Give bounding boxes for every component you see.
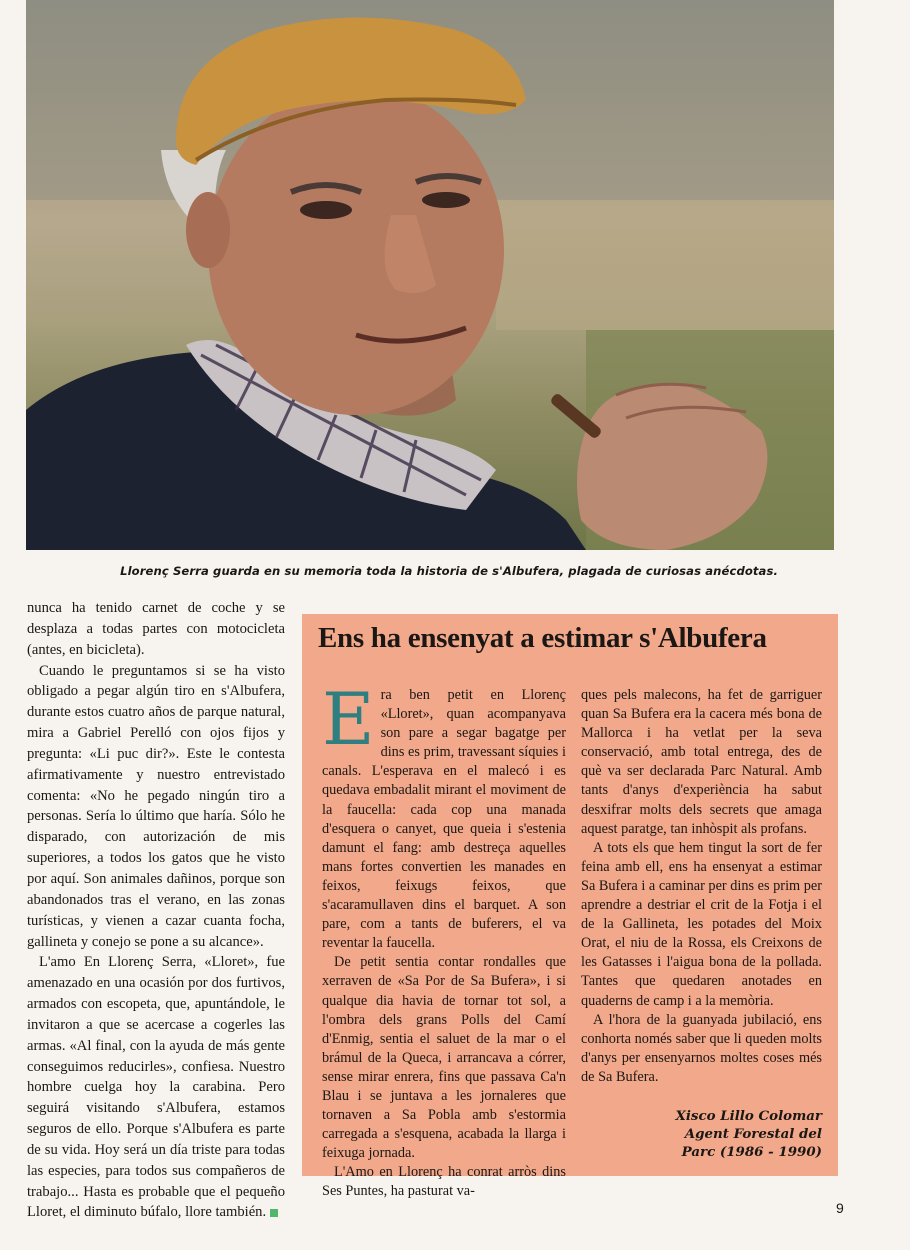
- article-paragraph-text: L'amo En Llorenç Serra, «Lloret», fue amenazado en una ocasión por dos furtivos, armados con escopeta, que, apuntándole, le invitaron a que se acercase a cogerles las armas. «Al final, con la ayuda de más gente conseguimos reducirles», confiesa. Nuestro hombre cuelga hoy la carabina. Pero seguirá visitando s'Albufera, estamos seguros de ello. Porque s'Albufera es parte de su vida. Hoy será un día triste para todas las especies, para todos sus compañeros de trabajo... Hasta es probable que el pequeño Lloret, el diminuto búfalo, llore también.: [27, 954, 285, 1221]
- sidebar-paragraph: L'Amo en Llorenç ha conrat arròs dins Ses Puntes, ha pasturat va-: [322, 1164, 566, 1200]
- sidebar-column-right: [581, 686, 822, 1161]
- sidebar-column-left: [322, 677, 566, 1202]
- sidebar-paragraph: A tots els que hem tingut la sort de fer feina amb ell, ens ha ensenyat a estimar Sa Bufera i a caminar per dins es prim per aprendre a destriar el crit de la Fotja i el de la Gallineta, les potades del Moix Orat, el niu de la Rossa, els Creixons de les Gatasses i l'aigua bona de la pollada. Tantes que quedaren anotades en quaderns de camp i a la memòria.: [581, 839, 822, 1009]
- photo-caption: Llorenç Serra guarda en su memoria toda la historia de s'Albufera, plagada de curiosas anécdotas.: [120, 564, 778, 578]
- article-column: [27, 598, 285, 1223]
- sidebar-paragraph: De petit sentia contar rondalles que xerraven de «Sa Por de Sa Bufera», i si qualque dia havia de tornar tot sol, a l'ombra dels grans Polls del Camí d'Enmig, sentia el saluet de la mar o el brámul de la Queca, i arrancava a córrer, sense mirar enrera, fins que passava Ca'n Blau i se juntava a les jornaleres que tornaven a Sa Pobla amb s'estormia carregada a s'esquena, acabada la llarga i feixuga jornada.: [322, 954, 566, 1162]
- portrait-illustration: [26, 0, 834, 550]
- article-paragraph: [27, 952, 285, 1223]
- sidebar-paragraph: [322, 677, 566, 953]
- drop-cap: E: [322, 677, 375, 761]
- end-of-article-mark: [270, 1209, 278, 1217]
- article-paragraph: Cuando le preguntamos si se ha visto obligado a pegar algún tiro en s'Albufera, durante estos cuatro años de parque natural, mira a Gabriel Perelló con ojos fijos y pregunta: «Li puc dir?». Este le contesta afirmativamente y nuestro entrevistado comenta: «No he pegado ningún tiro a personas. Sería lo último que haría. Sólo he disparado, con autorización de mis superiores, a todos los gatos que he visto por aquí. Son animales dañinos, porque son abandonados tras el verano, en las zonas turísticas, y vienen a cazar cuanta focha, gallineta y conejo se pone a su alcance».: [27, 662, 285, 950]
- sidebar-paragraph: ques pels malecons, ha fet de garriguer quan Sa Bufera era la cacera més bona de Mallorca i ha vetlat per la seva conservació, amb total entrega, des de què va ser declarada Parc Natural. Amb tants d'anys d'experiència ha sabut desxifrar molts dels secrets que amaga aquest paratge, tan inhòspit als profans.: [581, 687, 822, 837]
- article-paragraph: nunca ha tenido carnet de coche y se desplaza a todas partes con motocicleta (antes, en bicicleta).: [27, 600, 285, 658]
- author-role: Agent Forestal del: [684, 1125, 822, 1142]
- sidebar-title: Ens ha ensenyat a estimar s'Albufera: [318, 622, 767, 654]
- portrait-photo: [26, 0, 834, 550]
- author-signature: [581, 1107, 822, 1161]
- author-period: Parc (1986 - 1990): [681, 1143, 822, 1160]
- page-number: 9: [836, 1200, 844, 1216]
- sidebar-paragraph: A l'hora de la guanyada jubilació, ens conhorta només saber que li queden molts d'anys per ensenyarnos moltes coses més de Sa Bufera.: [581, 1011, 822, 1085]
- sidebar-paragraph-text: ra ben petit en Llorenç «Lloret», quan acompanyava son pare a segar bagatge per dins es prim, travessant síquies i canals. L'esperava en el malecó i es quedava embadalit mirant el moviment de la faucella: cada cop una manada d'esquera o canyet, que queia i s'estenia damunt el fang: amb destreça aquelles mans fortes convertien les manades en feixos, feixugs feixos, que s'acaramullaven dins el barquet. A son pare, com a tants de buferers, el va reventar la faucella.: [322, 687, 566, 952]
- author-name: Xisco Lillo Colomar: [675, 1107, 822, 1124]
